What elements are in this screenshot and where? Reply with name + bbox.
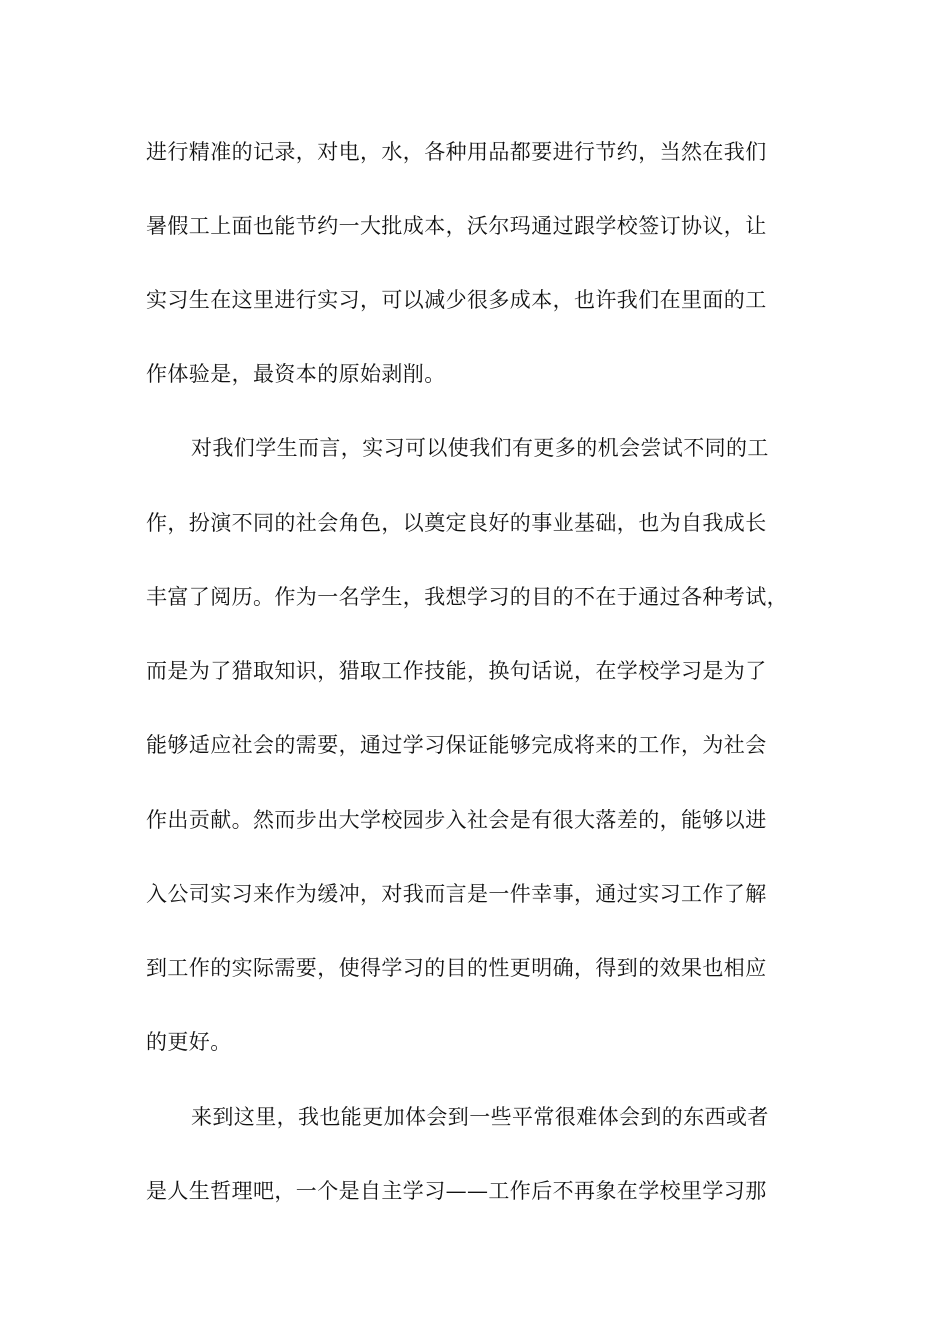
text-line-2: 暑假工上面也能节约一大批成本，沃尔玛通过跟学校签订协议，让 xyxy=(146,214,767,238)
text-line-1: 进行精准的记录，对电，水，各种用品都要进行节约，当然在我们 xyxy=(146,140,767,164)
text-line-3: 实习生在这里进行实习，可以减少很多成本，也许我们在里面的工 xyxy=(146,288,767,312)
text-line-13: 的更好。 xyxy=(146,1030,232,1054)
text-line-4: 作体验是，最资本的原始剥削。 xyxy=(146,362,446,386)
text-line-14: 来到这里，我也能更加体会到一些平常很难体会到的东西或者 xyxy=(191,1105,769,1129)
text-line-15: 是人生哲理吧，一个是自主学习——工作后不再象在学校里学习那 xyxy=(146,1179,767,1203)
text-line-6: 作，扮演不同的社会角色，以奠定良好的事业基础，也为自我成长 xyxy=(146,511,767,535)
text-line-9: 能够适应社会的需要，通过学习保证能够完成将来的工作，为社会 xyxy=(146,733,767,757)
text-line-10: 作出贡献。然而步出大学校园步入社会是有很大落差的，能够以进 xyxy=(146,808,767,832)
text-line-7: 丰富了阅历。作为一名学生，我想学习的目的不在于通过各种考试， xyxy=(146,585,788,609)
text-line-12: 到工作的实际需要，使得学习的目的性更明确，得到的效果也相应 xyxy=(146,956,767,980)
text-line-5: 对我们学生而言，实习可以使我们有更多的机会尝试不同的工 xyxy=(191,436,769,460)
text-line-11: 入公司实习来作为缓冲，对我而言是一件幸事，通过实习工作了解 xyxy=(146,882,767,906)
text-line-8: 而是为了猎取知识，猎取工作技能，换句话说，在学校学习是为了 xyxy=(146,659,767,683)
